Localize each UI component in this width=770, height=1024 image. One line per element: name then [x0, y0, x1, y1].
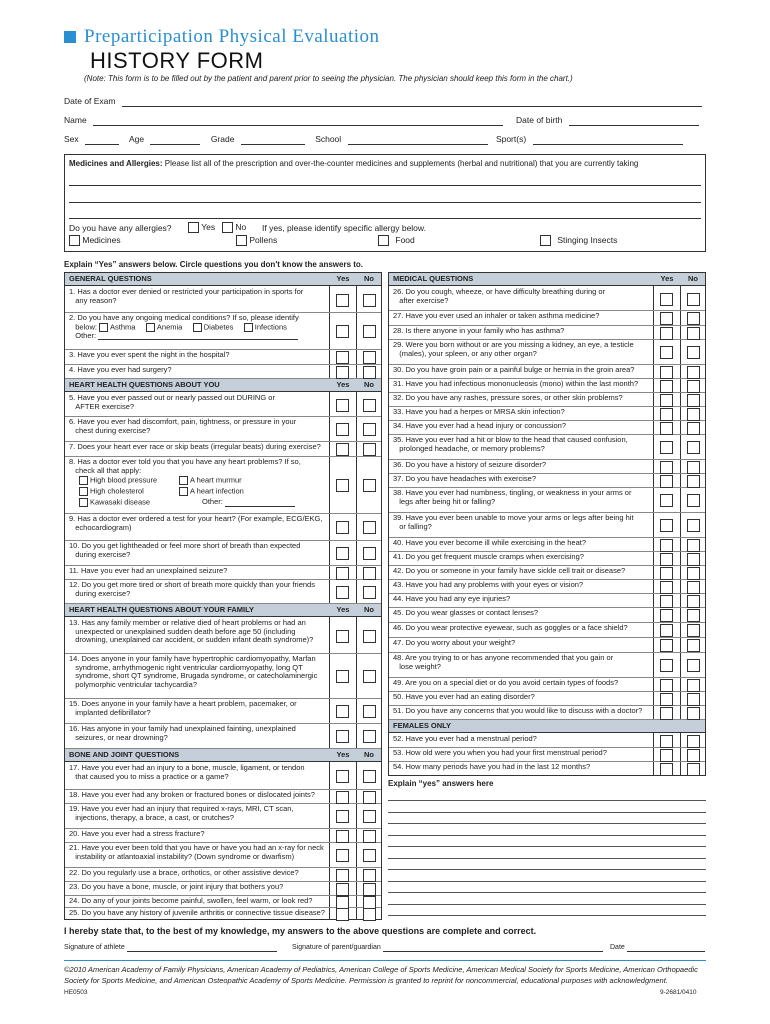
answer-yes-checkbox[interactable]	[660, 707, 673, 720]
answer-yes-checkbox[interactable]	[660, 519, 673, 532]
answer-yes-checkbox[interactable]	[336, 670, 349, 683]
answer-yes-checkbox[interactable]	[660, 394, 673, 407]
answer-yes-checkbox[interactable]	[660, 539, 673, 552]
answer-yes-checkbox[interactable]	[660, 494, 673, 507]
answer-yes-checkbox[interactable]	[660, 763, 673, 776]
question-row: 35. Have you ever had a hit or blow to the head that caused confusion, prolonged headache, or memory problems?	[389, 435, 705, 460]
question-row: 11. Have you ever had an unexplained seizure?	[65, 566, 381, 580]
answer-yes-checkbox[interactable]	[660, 553, 673, 566]
grade-label: Grade	[210, 134, 235, 144]
answer-yes-checkbox[interactable]	[660, 567, 673, 580]
question-row: 5. Have you ever passed out or nearly passed out DURING or AFTER exercise?	[65, 393, 381, 417]
question-row: 36. Do you have a history of seizure disorder?	[389, 460, 705, 474]
answer-no-checkbox[interactable]	[687, 519, 700, 532]
other-condition-field[interactable]	[98, 333, 298, 340]
parent-signature-row	[292, 944, 603, 952]
medicines-prompt-text: Please list all of the prescription and over-the-counter medicines and supplements (herbal and nutritional) that you are currently taking	[164, 159, 639, 168]
question-row: 22. Do you regularly use a brace, orthotics, or other assistive device?	[65, 868, 381, 882]
no-column-label: No	[364, 274, 374, 283]
explain-answer-line[interactable]	[388, 892, 706, 893]
answer-no-checkbox[interactable]	[363, 810, 376, 823]
explain-answer-line[interactable]	[388, 800, 706, 801]
question-row: 20. Have you ever had a stress fracture?	[65, 829, 381, 843]
form-subtitle: HISTORY FORM	[90, 48, 264, 73]
answer-yes-checkbox[interactable]	[336, 294, 349, 307]
answer-yes-checkbox[interactable]	[336, 586, 349, 599]
allergies-yes-checkbox[interactable]	[188, 222, 199, 233]
question-row: 3. Have you ever spent the night in the hospital?	[65, 350, 381, 365]
explain-answer-line[interactable]	[388, 915, 706, 916]
question-row: 41. Do you get frequent muscle cramps when exercising?	[389, 552, 705, 566]
answer-no-checkbox[interactable]	[363, 830, 376, 843]
answer-yes-checkbox[interactable]	[660, 461, 673, 474]
date-signature-field[interactable]	[627, 945, 705, 952]
question-row: 43. Have you had any problems with your eyes or vision?	[389, 580, 705, 594]
answer-yes-checkbox[interactable]	[660, 441, 673, 454]
answer-yes-checkbox[interactable]	[336, 883, 349, 896]
question-row: 54. How many periods have you had in the last 12 months?	[389, 762, 705, 776]
answer-no-checkbox[interactable]	[687, 408, 700, 421]
no-column-label: No	[688, 274, 698, 283]
section-title: HEART HEALTH QUESTIONS ABOUT YOUR FAMILY	[69, 605, 255, 614]
allergy-insects-checkbox[interactable]	[540, 235, 551, 246]
answer-no-checkbox[interactable]	[363, 883, 376, 896]
medicines-line[interactable]	[69, 218, 701, 219]
question-row: 16. Has anyone in your family had unexplained fainting, unexplained seizures, or near drowning?	[65, 724, 381, 749]
answer-no-checkbox[interactable]	[687, 394, 700, 407]
answer-no-checkbox[interactable]	[363, 351, 376, 364]
answer-yes-checkbox[interactable]	[336, 770, 349, 783]
allergies-yes-label: Yes	[201, 221, 216, 232]
answer-yes-checkbox[interactable]	[660, 408, 673, 421]
yes-column-label: Yes	[336, 380, 350, 389]
answer-no-checkbox[interactable]	[363, 294, 376, 307]
answer-no-checkbox[interactable]	[363, 325, 376, 338]
date-signature-label: Date	[610, 944, 625, 951]
question-row: 21. Have you ever been told that you have or have you had an x-ray for neck instability or atlantoaxial instability? (Down syndrome or dwarfism)	[65, 843, 381, 868]
answer-yes-checkbox[interactable]	[336, 366, 349, 379]
answer-yes-checkbox[interactable]	[336, 325, 349, 338]
athlete-signature-label: Signature of athlete	[64, 944, 125, 951]
explain-answer-line[interactable]	[388, 869, 706, 870]
answer-yes-checkbox[interactable]	[660, 639, 673, 652]
question-row: 7. Does your heart ever race or skip beats (irregular beats) during exercise?	[65, 442, 381, 457]
form-note: (Note: This form is to be filled out by the patient and parent prior to seeing the physician. The physician should keep this form in the chart.)	[84, 74, 573, 83]
dob-field[interactable]	[569, 117, 699, 126]
answer-no-checkbox[interactable]	[687, 679, 700, 692]
left-questions-table	[64, 272, 382, 920]
yes-column-label: Yes	[336, 274, 350, 283]
condition-asthma-checkbox[interactable]	[99, 323, 108, 332]
answer-no-checkbox[interactable]	[363, 399, 376, 412]
allergies-yes-option[interactable]	[188, 222, 215, 233]
name-row	[64, 116, 503, 126]
dob-row	[516, 116, 699, 126]
answer-no-checkbox[interactable]	[363, 567, 376, 580]
answer-no-checkbox[interactable]	[363, 586, 376, 599]
dob-label: Date of birth	[516, 115, 563, 125]
answer-yes-checkbox[interactable]	[660, 346, 673, 359]
answer-yes-checkbox[interactable]	[336, 810, 349, 823]
medicines-prompt	[69, 159, 703, 168]
answer-no-checkbox[interactable]	[687, 539, 700, 552]
answer-no-checkbox[interactable]	[687, 422, 700, 435]
allergy-pollens-label: Pollens	[249, 234, 278, 245]
answer-no-checkbox[interactable]	[363, 521, 376, 534]
parent-signature-field[interactable]	[383, 945, 603, 952]
condition-diabetes-checkbox[interactable]	[193, 323, 202, 332]
answer-no-checkbox[interactable]	[363, 770, 376, 783]
answer-no-checkbox[interactable]	[363, 869, 376, 882]
answer-yes-checkbox[interactable]	[660, 735, 673, 748]
question-row: 42. Do you or someone in your family have sickle cell trait or disease?	[389, 566, 705, 580]
certification-statement: I hereby state that, to the best of my knowledge, my answers to the above questions are complete and correct.	[64, 926, 537, 936]
answer-yes-checkbox[interactable]	[336, 399, 349, 412]
answer-no-checkbox[interactable]	[687, 366, 700, 379]
question-row: 23. Do you have a bone, muscle, or joint injury that bothers you?	[65, 882, 381, 896]
form-code-left: HE0503	[64, 989, 88, 996]
allergies-question: Do you have any allergies?	[69, 223, 172, 233]
question-row: 50. Have you ever had an eating disorder?	[389, 692, 705, 706]
question-row: 29. Were you born without or are you missing a kidney, an eye, a testicle (males), your spleen, or any other organ?	[389, 340, 705, 365]
question-row: 47. Do you worry about your weight?	[389, 638, 705, 653]
yes-column-label: Yes	[336, 750, 350, 759]
date-signature-row	[610, 944, 705, 952]
question-row: 33. Have you had a herpes or MRSA skin infection?	[389, 407, 705, 421]
answer-yes-checkbox[interactable]	[660, 312, 673, 325]
answer-yes-checkbox[interactable]	[336, 849, 349, 862]
answer-no-checkbox[interactable]	[687, 659, 700, 672]
allergy-pollens-option[interactable]	[236, 235, 277, 246]
school-label: School	[315, 134, 342, 144]
question-row: 12. Do you get more tired or short of breath more quickly than your friends during exercise?	[65, 580, 381, 604]
explain-answer-line[interactable]	[388, 835, 706, 836]
answer-no-checkbox[interactable]	[687, 346, 700, 359]
medicines-line[interactable]	[69, 202, 701, 203]
allergy-insects-option[interactable]	[540, 235, 617, 246]
section-title: HEART HEALTH QUESTIONS ABOUT YOU	[69, 380, 220, 389]
answer-yes-checkbox[interactable]	[660, 327, 673, 340]
date-of-exam-label: Date of Exam	[64, 96, 116, 106]
question-row: 40. Have you ever become ill while exercising in the heat?	[389, 538, 705, 552]
question-row: 4. Have you ever had surgery?	[65, 365, 381, 379]
answer-no-checkbox[interactable]	[687, 553, 700, 566]
section-header-females	[389, 720, 705, 733]
section-title: FEMALES ONLY	[393, 721, 452, 730]
date-of-exam-row	[64, 97, 702, 107]
answer-yes-checkbox[interactable]	[336, 351, 349, 364]
answer-no-checkbox[interactable]	[687, 763, 700, 776]
allergies-instruction: If yes, please identify specific allergy below.	[262, 223, 426, 233]
answer-yes-checkbox[interactable]	[336, 630, 349, 643]
high-cholesterol-checkbox[interactable]	[79, 487, 88, 496]
answer-no-checkbox[interactable]	[363, 791, 376, 804]
name-field[interactable]	[93, 117, 503, 126]
answer-yes-checkbox[interactable]	[660, 624, 673, 637]
yes-column-label: Yes	[660, 274, 674, 283]
answer-yes-checkbox[interactable]	[336, 423, 349, 436]
answer-no-checkbox[interactable]	[687, 461, 700, 474]
question-row: 9. Has a doctor ever ordered a test for your heart? (For example, ECG/EKG, echocardiogram)	[65, 514, 381, 541]
answer-yes-checkbox[interactable]	[660, 581, 673, 594]
answer-no-checkbox[interactable]	[687, 567, 700, 580]
answer-yes-checkbox[interactable]	[660, 609, 673, 622]
answer-no-checkbox[interactable]	[687, 749, 700, 762]
question-row: 19. Have you ever had an injury that required x-rays, MRI, CT scan, injections, therapy, a brace, a cast, or crutches?	[65, 804, 381, 829]
section-header-heart	[65, 379, 381, 392]
answer-no-checkbox[interactable]	[687, 475, 700, 488]
allergies-no-checkbox[interactable]	[222, 222, 233, 233]
section-header-family	[65, 604, 381, 617]
question-row: 10. Do you get lightheaded or feel more short of breath than expected during exercise?	[65, 541, 381, 566]
sex-label: Sex	[64, 134, 79, 144]
answer-yes-checkbox[interactable]	[336, 705, 349, 718]
question-row: 53. How old were you when you had your first menstrual period?	[389, 748, 705, 762]
header-square-icon	[64, 31, 76, 43]
answer-no-checkbox[interactable]	[363, 849, 376, 862]
demographics-row	[64, 135, 683, 145]
answer-yes-checkbox[interactable]	[336, 479, 349, 492]
allergy-food-checkbox[interactable]	[378, 235, 389, 246]
answer-yes-checkbox[interactable]	[336, 443, 349, 456]
answer-yes-checkbox[interactable]	[336, 791, 349, 804]
question-row: 26. Do you cough, wheeze, or have difficulty breathing during or after exercise?	[389, 287, 705, 311]
section-title: MEDICAL QUESTIONS	[393, 274, 474, 283]
yes-column-label: Yes	[336, 605, 350, 614]
answer-no-checkbox[interactable]	[687, 380, 700, 393]
question-row: 49. Are you on a special diet or do you avoid certain types of foods?	[389, 678, 705, 692]
answer-yes-checkbox[interactable]	[336, 567, 349, 580]
question-row: 44. Have you had any eye injuries?	[389, 594, 705, 608]
answer-no-checkbox[interactable]	[363, 630, 376, 643]
no-column-label: No	[364, 605, 374, 614]
heart-murmur-checkbox[interactable]	[179, 476, 188, 485]
answer-yes-checkbox[interactable]	[660, 595, 673, 608]
allergy-food-label: Food	[395, 234, 415, 245]
sports-label: Sport(s)	[495, 134, 527, 144]
explain-answer-line[interactable]	[388, 881, 706, 882]
answer-no-checkbox[interactable]	[687, 693, 700, 706]
school-field[interactable]	[348, 136, 488, 145]
answer-yes-checkbox[interactable]	[660, 422, 673, 435]
explain-answer-line[interactable]	[388, 812, 706, 813]
answer-yes-checkbox[interactable]	[660, 366, 673, 379]
form-code-right: 9-2681/0410	[660, 989, 697, 996]
high-blood-pressure-checkbox[interactable]	[79, 476, 88, 485]
answer-yes-checkbox[interactable]	[336, 730, 349, 743]
age-field[interactable]	[150, 136, 200, 145]
question-row: 34. Have you ever had a head injury or concussion?	[389, 421, 705, 435]
answer-yes-checkbox[interactable]	[336, 521, 349, 534]
question-row: 25. Do you have any history of juvenile arthritis or connective tissue disease?	[65, 908, 381, 920]
answer-no-checkbox[interactable]	[687, 707, 700, 720]
question-row: 52. Have you ever had a menstrual period?	[389, 734, 705, 748]
heart-infection-checkbox[interactable]	[179, 487, 188, 496]
name-label: Name	[64, 115, 87, 125]
heart-other-field[interactable]	[225, 500, 295, 507]
athlete-signature-row	[64, 944, 277, 952]
answer-yes-checkbox[interactable]	[336, 547, 349, 560]
allergies-no-label: No	[235, 221, 247, 232]
answer-no-checkbox[interactable]	[687, 312, 700, 325]
no-column-label: No	[364, 380, 374, 389]
form-title: Preparticipation Physical Evaluation	[84, 26, 380, 47]
question-row: 32. Do you have any rashes, pressure sores, or other skin problems?	[389, 393, 705, 407]
allergy-insects-label: Stinging Insects	[557, 234, 618, 245]
kawasaki-disease-checkbox[interactable]	[79, 498, 88, 507]
answer-no-checkbox[interactable]	[363, 705, 376, 718]
section-title: GENERAL QUESTIONS	[69, 274, 152, 283]
answer-no-checkbox[interactable]	[363, 730, 376, 743]
answer-yes-checkbox[interactable]	[336, 869, 349, 882]
question-row: 13. Has any family member or relative died of heart problems or had an unexpected or unexplained sudden death before age 50 (including drowning, unexplained car accident, or sudden infant death syndrome)?	[65, 618, 381, 654]
question-row: 6. Have you ever had discomfort, pain, tightness, or pressure in your chest during exercise?	[65, 417, 381, 442]
answer-no-checkbox[interactable]	[687, 327, 700, 340]
explain-instructions-text: Explain “Yes” answers below. Circle questions you don't know the answers to.	[64, 260, 364, 269]
answer-no-checkbox[interactable]	[363, 366, 376, 379]
answer-yes-checkbox[interactable]	[660, 679, 673, 692]
question-row: 46. Do you wear protective eyewear, such as goggles or a face shield?	[389, 623, 705, 638]
question-row: 15. Does anyone in your family have a heart problem, pacemaker, or implanted defibrillator?	[65, 699, 381, 724]
medicines-label: Medicines and Allergies:	[69, 159, 163, 168]
answer-no-checkbox[interactable]	[687, 494, 700, 507]
answer-no-checkbox[interactable]	[363, 443, 376, 456]
explain-answer-line[interactable]	[388, 858, 706, 859]
answer-no-checkbox[interactable]	[687, 609, 700, 622]
answer-no-checkbox[interactable]	[687, 293, 700, 306]
section-header-medical	[389, 273, 705, 286]
medicines-line[interactable]	[69, 185, 701, 186]
question-row: 1. Has a doctor ever denied or restricted your participation in sports for any reason?	[65, 287, 381, 313]
explain-answer-line[interactable]	[388, 823, 706, 824]
allergy-medicines-checkbox[interactable]	[69, 235, 80, 246]
answer-yes-checkbox[interactable]	[660, 293, 673, 306]
footer-divider	[64, 960, 706, 961]
right-questions-table	[388, 272, 706, 776]
section-header-general	[65, 273, 381, 286]
no-column-label: No	[364, 750, 374, 759]
question-row: 51. Do you have any concerns that you would like to discuss with a doctor?	[389, 706, 705, 720]
question-row: 18. Have you ever had any broken or fractured bones or dislocated joints?	[65, 790, 381, 804]
sports-field[interactable]	[533, 136, 683, 145]
allergy-pollens-checkbox[interactable]	[236, 235, 247, 246]
answer-yes-checkbox[interactable]	[660, 693, 673, 706]
date-of-exam-field[interactable]	[122, 98, 702, 107]
answer-no-checkbox[interactable]	[687, 595, 700, 608]
answer-no-checkbox[interactable]	[363, 908, 376, 921]
answer-yes-checkbox[interactable]	[660, 749, 673, 762]
parent-signature-label: Signature of parent/guardian	[292, 944, 381, 951]
explain-yes-label: Explain “yes” answers here	[388, 779, 494, 788]
answer-yes-checkbox[interactable]	[660, 659, 673, 672]
answer-no-checkbox[interactable]	[363, 547, 376, 560]
athlete-signature-field[interactable]	[127, 945, 277, 952]
question-row: 37. Do you have headaches with exercise?	[389, 474, 705, 488]
allergy-medicines-option[interactable]	[69, 235, 121, 246]
answer-no-checkbox[interactable]	[363, 670, 376, 683]
explain-answer-line[interactable]	[388, 846, 706, 847]
question-row: 38. Have you ever had numbness, tingling, or weakness in your arms or legs after being hit or falling?	[389, 488, 705, 513]
question-row: 17. Have you ever had an injury to a bone, muscle, ligament, or tendon that caused you to miss a practice or a game?	[65, 763, 381, 790]
answer-no-checkbox[interactable]	[687, 581, 700, 594]
answer-yes-checkbox[interactable]	[660, 475, 673, 488]
question-row: 28. Is there anyone in your family who has asthma?	[389, 326, 705, 340]
question-row: 45. Do you wear glasses or contact lenses?	[389, 608, 705, 623]
answer-yes-checkbox[interactable]	[660, 380, 673, 393]
answer-no-checkbox[interactable]	[687, 639, 700, 652]
condition-infections-checkbox[interactable]	[244, 323, 253, 332]
answer-no-checkbox[interactable]	[687, 624, 700, 637]
explain-instructions	[64, 260, 363, 269]
answer-yes-checkbox[interactable]	[336, 830, 349, 843]
answer-no-checkbox[interactable]	[687, 735, 700, 748]
answer-no-checkbox[interactable]	[363, 423, 376, 436]
answer-no-checkbox[interactable]	[687, 441, 700, 454]
sex-field[interactable]	[85, 136, 119, 145]
age-label: Age	[128, 134, 145, 144]
allergies-no-option[interactable]	[222, 222, 246, 233]
allergy-medicines-label: Medicines	[82, 234, 121, 245]
question-row: 30. Do you have groin pain or a painful bulge or hernia in the groin area?	[389, 365, 705, 379]
question-row: 48. Are you trying to or has anyone recommended that you gain or lose weight?	[389, 653, 705, 678]
copyright-notice: ©2010 American Academy of Family Physicians, American Academy of Pediatrics, American College of Sports Medicine, American Medical Society for Sports Medicine, American Orthopaedic Society for Sports Medicine, and American Osteopathic Academy of Sports Medicine. Permission is granted to reprint for noncommercial, educational purposes with acknowledgment.	[64, 965, 698, 985]
question-row: 39. Have you ever been unable to move your arms or legs after being hit or falling?	[389, 513, 705, 538]
section-title: BONE AND JOINT QUESTIONS	[69, 750, 180, 759]
explain-answer-line[interactable]	[388, 904, 706, 905]
section-header-bone	[65, 749, 381, 762]
answer-no-checkbox[interactable]	[363, 479, 376, 492]
answer-yes-checkbox[interactable]	[336, 908, 349, 921]
question-row: 8. Has a doctor ever told you that you have any heart problems? If so, check all that apply: High blood pressure A heart murmur High cholesterol A heart infection Kawasaki disease Other:	[65, 457, 381, 514]
question-row: 24. Do any of your joints become painful, swollen, feel warm, or look red?	[65, 896, 381, 908]
allergy-food-option[interactable]	[378, 235, 415, 246]
question-row: 27. Have you ever used an inhaler or taken asthma medicine?	[389, 311, 705, 326]
question-row: 2. Do you have any ongoing medical conditions? If so, please identify below: Asthma Anemia Diabetes Infections Other:	[65, 313, 381, 350]
condition-anemia-checkbox[interactable]	[146, 323, 155, 332]
grade-field[interactable]	[241, 136, 305, 145]
question-row: 14. Does anyone in your family have hypertrophic cardiomyopathy, Marfan syndrome, arrhythmogenic right ventricular cardiomyopathy, long QT syndrome, short QT syndrome, Brugada syndrome, or catecholaminergic polymorphic ventricular tachycardia?	[65, 654, 381, 699]
question-row: 31. Have you had infectious mononucleosis (mono) within the last month?	[389, 379, 705, 393]
